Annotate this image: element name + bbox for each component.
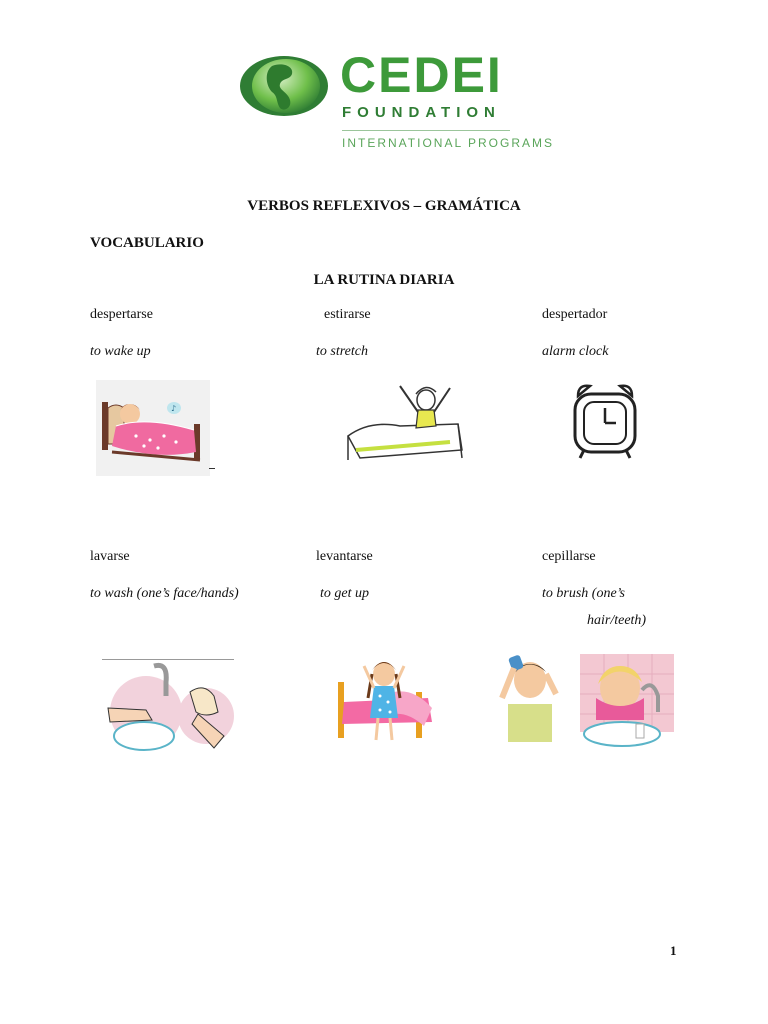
vocab-word-levantarse: levantarse xyxy=(316,549,373,564)
page-number: 1 xyxy=(670,943,677,958)
vocab-word-lavarse: lavarse xyxy=(90,549,130,564)
girl-getting-up-icon xyxy=(334,652,436,744)
vocab-translation-get-up: to get up xyxy=(320,586,369,601)
subsection-heading: LA RUTINA DIARIA xyxy=(313,272,455,288)
globe-icon xyxy=(238,54,330,118)
underline-mark xyxy=(209,468,215,469)
logo-name: CEDEI xyxy=(340,47,503,103)
logo-divider xyxy=(342,130,510,131)
vocab-translation-wash: to wash (one’s face/hands) xyxy=(90,586,239,601)
vocab-word-despertarse: despertarse xyxy=(90,307,153,322)
document-title: VERBOS REFLEXIVOS – GRAMÁTICA xyxy=(247,198,521,214)
alarm-clock-icon xyxy=(572,380,638,460)
logo-subtitle: FOUNDATION xyxy=(342,104,501,121)
logo-tagline: INTERNATIONAL PROGRAMS xyxy=(342,136,555,150)
vocab-translation-stretch: to stretch xyxy=(316,344,368,359)
sleeping-child-icon xyxy=(96,380,214,476)
vocab-word-despertador: despertador xyxy=(542,307,608,322)
vocab-translation-brush: to brush (one’s xyxy=(542,586,625,601)
brushing-hair-icon xyxy=(494,654,560,742)
image-border-line xyxy=(102,659,234,660)
section-heading: VOCABULARIO xyxy=(90,235,204,251)
washing-hands-icon xyxy=(106,662,236,756)
stretching-man-icon xyxy=(340,380,468,472)
vocab-translation-brush-cont: hair/teeth) xyxy=(587,613,647,628)
vocab-translation-alarm-clock: alarm clock xyxy=(542,344,609,359)
svg-text:♪: ♪ xyxy=(171,404,177,413)
vocab-word-estirarse: estirarse xyxy=(324,307,371,322)
brushing-teeth-icon xyxy=(580,654,674,748)
vocab-word-cepillarse: cepillarse xyxy=(542,549,596,564)
cedei-logo xyxy=(238,47,555,160)
vocab-translation-wake-up: to wake up xyxy=(90,344,151,359)
